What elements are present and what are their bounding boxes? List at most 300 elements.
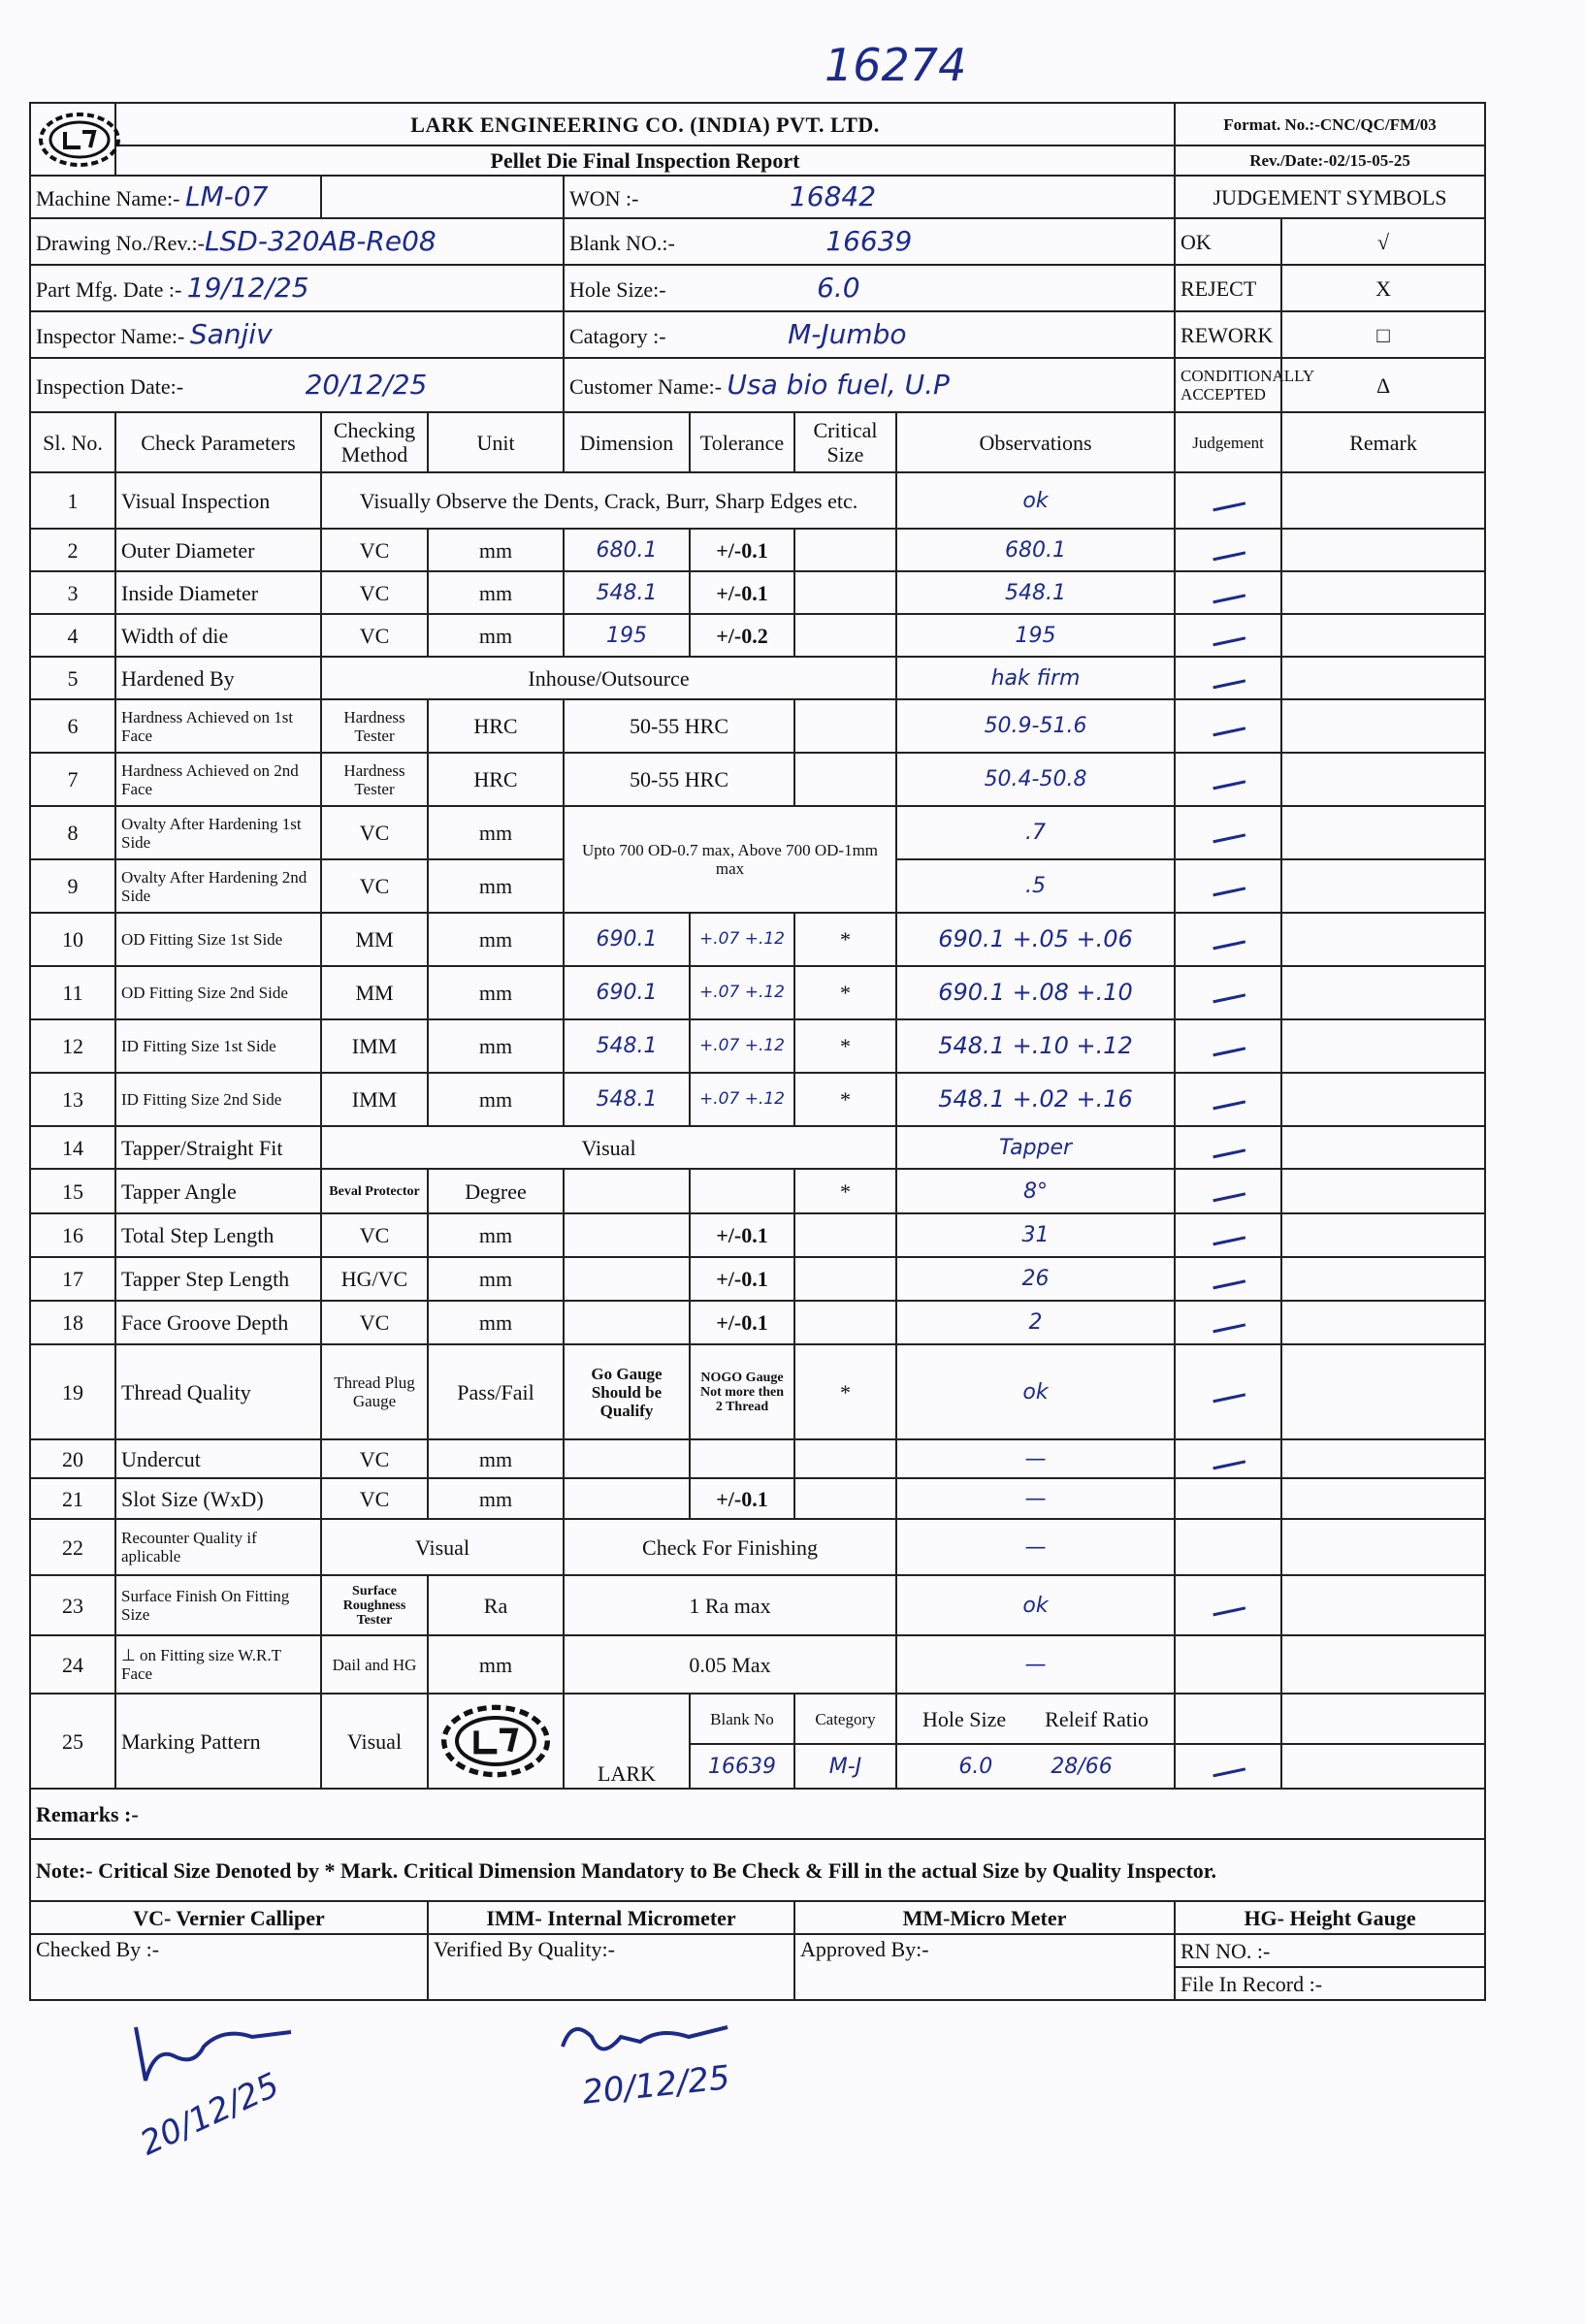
row-judgement (1175, 1744, 1281, 1789)
col-check-parameters: Check Parameters (115, 412, 321, 472)
row-sl: 2 (30, 529, 115, 571)
rework-label: REWORK (1175, 311, 1281, 358)
table-row (30, 1213, 1485, 1257)
row-method: VC (321, 806, 428, 859)
row-remark (1281, 1694, 1485, 1744)
tick-mark-icon (1211, 1089, 1245, 1111)
row-judgement (1175, 1257, 1281, 1301)
tick-mark-icon (1211, 769, 1245, 791)
row-spec-method: Visual (321, 1519, 564, 1575)
marking-category-value: M-J (794, 1744, 896, 1789)
row-judgement (1175, 859, 1281, 913)
row-method: IMM (321, 1073, 428, 1126)
table-row (30, 614, 1485, 657)
row-observation: — (896, 1635, 1175, 1694)
row-sl: 19 (30, 1344, 115, 1439)
row-judgement (1175, 657, 1281, 699)
row-dimension: Go Gauge Should be Qualify (564, 1344, 690, 1439)
row-spec: Inhouse/Outsource (321, 657, 896, 699)
row-unit: mm (428, 1301, 564, 1344)
row-judgement (1175, 1213, 1281, 1257)
machine-name-blank (321, 176, 564, 218)
row-remark (1281, 859, 1485, 913)
tick-mark-icon (1211, 716, 1245, 737)
customer-name-value: Usa bio fuel, U.P (727, 368, 950, 401)
row-parameter: Tapper Angle (115, 1169, 321, 1213)
row-unit: mm (428, 806, 564, 859)
row-remark (1281, 699, 1485, 753)
col-remark: Remark (1281, 412, 1485, 472)
table-row (30, 472, 1485, 529)
row-critical: * (794, 1073, 896, 1126)
conditionally-accepted-label: CONDITIONALLY ACCEPTED (1175, 358, 1281, 412)
table-row (30, 1019, 1485, 1073)
tick-mark-icon (1211, 539, 1245, 561)
verified-by-field: Verified By Quality:- (428, 1934, 794, 2000)
row-observation: Tapper (896, 1126, 1175, 1169)
row-judgement (1175, 1478, 1281, 1519)
row-sl: 13 (30, 1073, 115, 1126)
table-row (30, 1126, 1485, 1169)
row-remark (1281, 913, 1485, 966)
checked-by-date: 20/12/25 (134, 2065, 286, 2164)
machine-name-value: LM-07 (184, 179, 269, 212)
tick-mark-icon (1211, 876, 1245, 897)
row-sl: 18 (30, 1301, 115, 1344)
row-tolerance: +/-0.1 (690, 1478, 794, 1519)
ok-symbol: √ (1281, 218, 1485, 265)
row-observation: ok (896, 472, 1175, 529)
row-tolerance: +.07 +.12 (690, 1073, 794, 1126)
signature-area (29, 2008, 1484, 2182)
row-judgement (1175, 1439, 1281, 1478)
row-sl: 15 (30, 1169, 115, 1213)
revision-date: Rev./Date:-02/15-05-25 (1175, 145, 1485, 176)
row-parameter: Tapper Step Length (115, 1257, 321, 1301)
conditionally-accepted-symbol: Δ (1281, 358, 1485, 412)
table-row (30, 1439, 1485, 1478)
marking-blank-value: 16639 (690, 1744, 794, 1789)
row-parameter: ID Fitting Size 1st Side (115, 1019, 321, 1073)
ok-label: OK (1175, 218, 1281, 265)
row-method: IMM (321, 1019, 428, 1073)
tick-mark-icon (1211, 1595, 1245, 1616)
row-judgement (1175, 966, 1281, 1019)
table-row (30, 913, 1485, 966)
row-critical: * (794, 1344, 896, 1439)
tick-mark-icon (1211, 625, 1245, 646)
row-spec: Visual (321, 1126, 896, 1169)
mfg-date-field: Part Mfg. Date :- 19/12/25 (30, 265, 564, 311)
table-row (30, 1169, 1485, 1213)
row-parameter: ⊥ on Fitting size W.R.T Face (115, 1635, 321, 1694)
row-parameter: Tapper/Straight Fit (115, 1126, 321, 1169)
row-unit: mm (428, 571, 564, 614)
row-unit: mm (428, 614, 564, 657)
row-remark (1281, 571, 1485, 614)
row-remark (1281, 1344, 1485, 1439)
row-critical (794, 1439, 896, 1478)
row-unit: mm (428, 1478, 564, 1519)
row-observation: 26 (896, 1257, 1175, 1301)
row-judgement (1175, 1019, 1281, 1073)
row-sl: 24 (30, 1635, 115, 1694)
row-tolerance: +/-0.2 (690, 614, 794, 657)
tick-mark-icon (1211, 1137, 1245, 1158)
inspector-name-value: Sanjiv (189, 317, 273, 350)
tick-mark-icon (1211, 929, 1245, 951)
blank-no-value: 16639 (825, 224, 913, 257)
page-serial-number: 16274 (825, 39, 967, 91)
rework-symbol: □ (1281, 311, 1485, 358)
logo-cell (30, 103, 115, 176)
row-remark (1281, 1213, 1485, 1257)
row-dimension (564, 1478, 690, 1519)
tick-mark-icon (1211, 667, 1245, 689)
lark-gear-logo-icon (437, 1702, 554, 1780)
drawing-number-value: LSD-320AB-Re08 (204, 224, 437, 257)
row-judgement (1175, 753, 1281, 806)
marking-lark-text: LARK (564, 1694, 690, 1789)
col-checking-method: Checking Method (321, 412, 428, 472)
col-critical-size: Critical Size (794, 412, 896, 472)
row-remark (1281, 614, 1485, 657)
mfg-date-value: 19/12/25 (186, 271, 309, 304)
row-dimension (564, 1257, 690, 1301)
row-method: VC (321, 1213, 428, 1257)
marking-category-header: Category (794, 1694, 896, 1744)
row-method: VC (321, 1478, 428, 1519)
row-dimension: 680.1 (564, 529, 690, 571)
row-remark (1281, 1439, 1485, 1478)
row-judgement (1175, 1694, 1281, 1744)
legend-imm: IMM- Internal Micrometer (428, 1901, 794, 1934)
row-tolerance: +.07 +.12 (690, 966, 794, 1019)
row-critical (794, 1478, 896, 1519)
judgement-symbols-title: JUDGEMENT SYMBOLS (1175, 176, 1485, 218)
row-tolerance: +/-0.1 (690, 571, 794, 614)
row-method: VC (321, 614, 428, 657)
row-critical: * (794, 1169, 896, 1213)
hole-size-field: Hole Size:- 6.0 (564, 265, 1175, 311)
row-parameter: Outer Diameter (115, 529, 321, 571)
row-observation: 50.4-50.8 (896, 753, 1175, 806)
row-dimension (564, 1301, 690, 1344)
row-remark (1281, 1575, 1485, 1635)
row-sl: 8 (30, 806, 115, 859)
row-observation: 680.1 (896, 529, 1175, 571)
blank-no-field: Blank NO.:- 16639 (564, 218, 1175, 265)
row-unit: mm (428, 859, 564, 913)
row-sl: 11 (30, 966, 115, 1019)
row-remark (1281, 657, 1485, 699)
row-remark (1281, 1019, 1485, 1073)
table-row (30, 571, 1485, 614)
row-method: VC (321, 1439, 428, 1478)
machine-name-field: Machine Name:- LM-07 (30, 176, 321, 218)
row-sl: 25 (30, 1694, 115, 1789)
row-critical (794, 1257, 896, 1301)
row-critical: * (794, 1019, 896, 1073)
tick-mark-icon (1211, 1180, 1245, 1202)
row-parameter: Undercut (115, 1439, 321, 1478)
row-dimension: 548.1 (564, 1019, 690, 1073)
won-field: WON :- 16842 (564, 176, 1175, 218)
row-parameter: Hardness Achieved on 2nd Face (115, 753, 321, 806)
row-unit: Pass/Fail (428, 1344, 564, 1439)
checked-by-field: Checked By :- (30, 1934, 428, 2000)
row-method: VC (321, 529, 428, 571)
row-sl: 12 (30, 1019, 115, 1073)
row-observation: hak firm (896, 657, 1175, 699)
tick-mark-icon (1211, 1381, 1245, 1403)
row-sl: 3 (30, 571, 115, 614)
row-judgement (1175, 1169, 1281, 1213)
row-parameter: Hardened By (115, 657, 321, 699)
row-method: Surface Roughness Tester (321, 1575, 428, 1635)
row-judgement (1175, 1126, 1281, 1169)
won-value: 16842 (789, 179, 877, 212)
row-observation: 2 (896, 1301, 1175, 1344)
row-remark (1281, 472, 1485, 529)
lark-gear-logo-icon (36, 111, 123, 169)
row-remark (1281, 1301, 1485, 1344)
row-method: Visual (321, 1694, 428, 1789)
row-method: HG/VC (321, 1257, 428, 1301)
verified-by-date: 20/12/25 (580, 2058, 732, 2113)
row-method: Hardness Tester (321, 699, 428, 753)
row-remark (1281, 1519, 1485, 1575)
row-sl: 9 (30, 859, 115, 913)
table-row (30, 1519, 1485, 1575)
row-sl: 17 (30, 1257, 115, 1301)
tick-mark-icon (1211, 1036, 1245, 1057)
row-critical (794, 1213, 896, 1257)
row-unit: mm (428, 1213, 564, 1257)
table-row (30, 699, 1485, 753)
row-dimension (564, 1169, 690, 1213)
inspector-name-field: Inspector Name:- Sanjiv (30, 311, 564, 358)
tick-mark-icon (1211, 1225, 1245, 1246)
row-remark (1281, 806, 1485, 859)
row-dimension: 195 (564, 614, 690, 657)
row-unit: mm (428, 913, 564, 966)
row-sl: 4 (30, 614, 115, 657)
row-unit: mm (428, 1019, 564, 1073)
table-row (30, 1478, 1485, 1519)
table-row (30, 1257, 1485, 1301)
row-method: VC (321, 571, 428, 614)
marking-logo-cell (428, 1694, 564, 1789)
legend-mm: MM-Micro Meter (794, 1901, 1175, 1934)
row-unit: HRC (428, 699, 564, 753)
tick-mark-icon (1211, 1448, 1245, 1469)
col-unit: Unit (428, 412, 564, 472)
row-unit: mm (428, 1439, 564, 1478)
row-sl: 21 (30, 1478, 115, 1519)
row-critical (794, 529, 896, 571)
row-unit: mm (428, 1635, 564, 1694)
row-observation: — (896, 1519, 1175, 1575)
row-critical: * (794, 913, 896, 966)
row-remark (1281, 1635, 1485, 1694)
row-judgement (1175, 529, 1281, 571)
row-remark (1281, 966, 1485, 1019)
inspection-date-value: 20/12/25 (305, 368, 428, 401)
row-unit: mm (428, 966, 564, 1019)
row-sl: 5 (30, 657, 115, 699)
row-judgement (1175, 699, 1281, 753)
checked-by-signature (116, 2008, 310, 2095)
row-unit: HRC (428, 753, 564, 806)
row-critical (794, 614, 896, 657)
row-judgement (1175, 1519, 1281, 1575)
row-judgement (1175, 913, 1281, 966)
category-field: Catagory :- M-Jumbo (564, 311, 1175, 358)
legend-vc: VC- Vernier Calliper (30, 1901, 428, 1934)
row-tolerance (690, 1169, 794, 1213)
table-row (30, 1301, 1485, 1344)
row-remark (1281, 1478, 1485, 1519)
critical-size-note: Note:- Critical Size Denoted by * Mark. Critical Dimension Mandatory to Be Check & Fill in the actual Size by Quality Inspector. (30, 1839, 1485, 1901)
row-observation: ok (896, 1344, 1175, 1439)
row-unit: Degree (428, 1169, 564, 1213)
row-parameter: Thread Quality (115, 1344, 321, 1439)
row-sl: 6 (30, 699, 115, 753)
drawing-number-field: Drawing No./Rev.:-LSD-320AB-Re08 (30, 218, 564, 265)
row-spec: Check For Finishing (564, 1519, 896, 1575)
legend-hg: HG- Height Gauge (1175, 1901, 1485, 1934)
row-observation: 31 (896, 1213, 1175, 1257)
row-parameter: Hardness Achieved on 1st Face (115, 699, 321, 753)
table-row (30, 1344, 1485, 1439)
category-value: M-Jumbo (788, 317, 907, 350)
row-parameter: Total Step Length (115, 1213, 321, 1257)
row-observation: .5 (896, 859, 1175, 913)
row-observation: 548.1 +.02 +.16 (896, 1073, 1175, 1126)
col-sl-no: Sl. No. (30, 412, 115, 472)
row-judgement (1175, 1635, 1281, 1694)
company-name: LARK ENGINEERING CO. (INDIA) PVT. LTD. (115, 103, 1175, 145)
row-judgement (1175, 1301, 1281, 1344)
row-method: MM (321, 966, 428, 1019)
row-observation: 50.9-51.6 (896, 699, 1175, 753)
row-critical (794, 1301, 896, 1344)
inspection-table (29, 102, 1486, 2001)
row-parameter: Marking Pattern (115, 1694, 321, 1789)
row-tolerance: +/-0.1 (690, 1257, 794, 1301)
row-observation: — (896, 1478, 1175, 1519)
row-dimension (564, 1213, 690, 1257)
tick-mark-icon (1211, 490, 1245, 511)
row-parameter: Face Groove Depth (115, 1301, 321, 1344)
row-dimension: 548.1 (564, 571, 690, 614)
table-row (30, 1694, 1485, 1744)
inspection-date-field: Inspection Date:- 20/12/25 (30, 358, 564, 412)
rn-number-field: RN NO. :- (1175, 1934, 1485, 1967)
inspection-form (29, 102, 1484, 2008)
row-parameter: ID Fitting Size 2nd Side (115, 1073, 321, 1126)
row-spec: 1 Ra max (564, 1575, 896, 1635)
row-tolerance: +/-0.1 (690, 1213, 794, 1257)
row-remark (1281, 753, 1485, 806)
col-dimension: Dimension (564, 412, 690, 472)
row-method: Beval Protector (321, 1169, 428, 1213)
reject-symbol: X (1281, 265, 1485, 311)
table-row (30, 657, 1485, 699)
row-dimension: 690.1 (564, 966, 690, 1019)
table-row (30, 1635, 1485, 1694)
row-parameter: Ovalty After Hardening 2nd Side (115, 859, 321, 913)
tick-mark-icon (1211, 1756, 1245, 1777)
row-observation: 548.1 (896, 571, 1175, 614)
row-unit: mm (428, 1257, 564, 1301)
row-observation: 195 (896, 614, 1175, 657)
row-unit: Ra (428, 1575, 564, 1635)
row-method: Dail and HG (321, 1635, 428, 1694)
row-sl: 20 (30, 1439, 115, 1478)
marking-hole-relief-header: Hole Size Releif Ratio (896, 1694, 1175, 1744)
report-title: Pellet Die Final Inspection Report (115, 145, 1175, 176)
row-remark (1281, 529, 1485, 571)
row-critical (794, 753, 896, 806)
row-spec: 50-55 HRC (564, 699, 794, 753)
row-sl: 1 (30, 472, 115, 529)
row-remark (1281, 1257, 1485, 1301)
row-parameter: Slot Size (WxD) (115, 1478, 321, 1519)
row-judgement (1175, 472, 1281, 529)
row-judgement (1175, 806, 1281, 859)
file-in-record-field: File In Record :- (1175, 1967, 1485, 2000)
row-method: MM (321, 913, 428, 966)
row-parameter: Inside Diameter (115, 571, 321, 614)
row-observation: 548.1 +.10 +.12 (896, 1019, 1175, 1073)
remarks-field: Remarks :- (30, 1789, 1485, 1839)
customer-name-field: Customer Name:- Usa bio fuel, U.P (564, 358, 1175, 412)
col-tolerance: Tolerance (690, 412, 794, 472)
marking-hole-relief-value: 6.0 28/66 (896, 1744, 1175, 1789)
table-row (30, 753, 1485, 806)
row-sl: 23 (30, 1575, 115, 1635)
row-tolerance: NOGO Gauge Not more then 2 Thread (690, 1344, 794, 1439)
row-unit: mm (428, 529, 564, 571)
approved-by-field: Approved By:- (794, 1934, 1175, 2000)
hole-size-value: 6.0 (817, 271, 860, 304)
row-observation: 690.1 +.08 +.10 (896, 966, 1175, 1019)
row-parameter: Ovalty After Hardening 1st Side (115, 806, 321, 859)
row-parameter: Recounter Quality if aplicable (115, 1519, 321, 1575)
row-dimension (564, 1439, 690, 1478)
row-remark (1281, 1744, 1485, 1789)
row-judgement (1175, 1344, 1281, 1439)
tick-mark-icon (1211, 1312, 1245, 1334)
row-method: VC (321, 859, 428, 913)
row-critical (794, 699, 896, 753)
row-judgement (1175, 614, 1281, 657)
table-row (30, 1575, 1485, 1635)
row-sl: 10 (30, 913, 115, 966)
row-observation: ok (896, 1575, 1175, 1635)
reject-label: REJECT (1175, 265, 1281, 311)
row-remark (1281, 1126, 1485, 1169)
tick-mark-icon (1211, 983, 1245, 1004)
row-tolerance: +.07 +.12 (690, 1019, 794, 1073)
table-row (30, 529, 1485, 571)
row-observation: 8° (896, 1169, 1175, 1213)
row-judgement (1175, 1073, 1281, 1126)
tick-mark-icon (1211, 823, 1245, 844)
table-row (30, 966, 1485, 1019)
